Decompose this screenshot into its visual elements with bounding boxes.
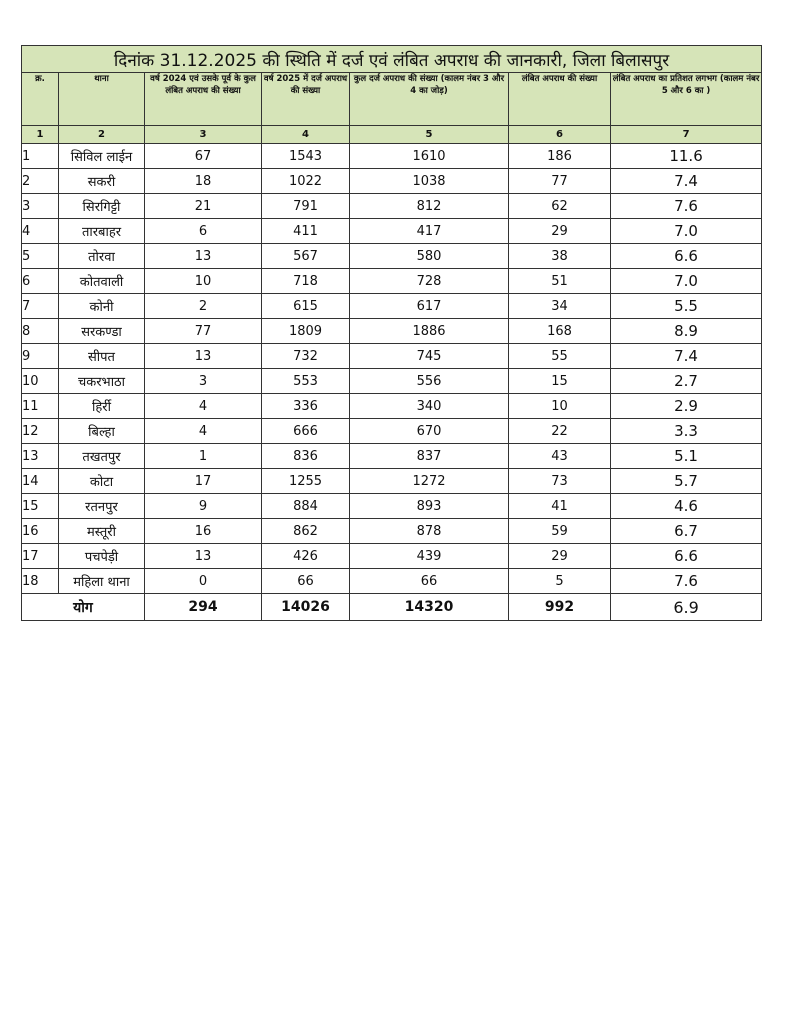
pending-till-2024: 2 — [145, 294, 262, 319]
column-header: लंबित अपराध का प्रतिशत लगभग (कालम नंबर 5 और 6 का ) — [611, 73, 762, 126]
pending-percent: 7.4 — [611, 169, 762, 194]
total-registered: 1272 — [350, 469, 509, 494]
pending-count: 29 — [509, 544, 611, 569]
table-row — [22, 394, 762, 419]
serial-number: 11 — [22, 394, 59, 419]
table-row — [22, 319, 762, 344]
police-station: तोरवा — [59, 244, 145, 269]
police-station: सरकण्डा — [59, 319, 145, 344]
serial-number: 12 — [22, 419, 59, 444]
total-registered: 617 — [350, 294, 509, 319]
column-header: लंबित अपराध की संख्या — [509, 73, 611, 126]
serial-number: 7 — [22, 294, 59, 319]
serial-number: 16 — [22, 519, 59, 544]
pending-percent: 6.6 — [611, 244, 762, 269]
serial-number: 14 — [22, 469, 59, 494]
police-station: बिल्हा — [59, 419, 145, 444]
column-number: 2 — [59, 126, 145, 144]
pending-till-2024: 6 — [145, 219, 262, 244]
pending-till-2024: 3 — [145, 369, 262, 394]
pending-percent: 7.0 — [611, 219, 762, 244]
total-registered: 1610 — [350, 144, 509, 169]
pending-percent: 8.9 — [611, 319, 762, 344]
column-number: 3 — [145, 126, 262, 144]
pending-percent: 4.6 — [611, 494, 762, 519]
serial-number: 18 — [22, 569, 59, 594]
column-number: 6 — [509, 126, 611, 144]
column-header: वर्ष 2024 एवं उसके पूर्व के कुल लंबित अपराध की संख्या — [145, 73, 262, 126]
table-row — [22, 544, 762, 569]
total-registered: 66 — [350, 569, 509, 594]
police-station: महिला थाना — [59, 569, 145, 594]
registered-2025: 411 — [262, 219, 350, 244]
registered-2025: 836 — [262, 444, 350, 469]
pending-till-2024: 1 — [145, 444, 262, 469]
pending-till-2024: 77 — [145, 319, 262, 344]
pending-percent: 5.1 — [611, 444, 762, 469]
pending-count: 51 — [509, 269, 611, 294]
police-station: रतनपुर — [59, 494, 145, 519]
column-header: थाना — [59, 73, 145, 126]
serial-number: 15 — [22, 494, 59, 519]
pending-count: 186 — [509, 144, 611, 169]
table-row — [22, 294, 762, 319]
pending-till-2024: 18 — [145, 169, 262, 194]
registered-2025: 426 — [262, 544, 350, 569]
column-header: कुल दर्ज अपराध की संख्या (कालम नंबर 3 और 4 का जोड़) — [350, 73, 509, 126]
police-station: कोनी — [59, 294, 145, 319]
pending-till-2024: 67 — [145, 144, 262, 169]
table-row — [22, 494, 762, 519]
registered-2025: 553 — [262, 369, 350, 394]
total-registered: 580 — [350, 244, 509, 269]
pending-percent: 2.7 — [611, 369, 762, 394]
table-row — [22, 469, 762, 494]
pending-count: 77 — [509, 169, 611, 194]
grand-total-registered: 14320 — [350, 594, 509, 621]
pending-count: 10 — [509, 394, 611, 419]
pending-count: 5 — [509, 569, 611, 594]
total-registered: 556 — [350, 369, 509, 394]
pending-till-2024: 13 — [145, 344, 262, 369]
police-station: सीपत — [59, 344, 145, 369]
pending-percent: 11.6 — [611, 144, 762, 169]
pending-count: 15 — [509, 369, 611, 394]
table-row — [22, 344, 762, 369]
serial-number: 10 — [22, 369, 59, 394]
total-pending-till-2024: 294 — [145, 594, 262, 621]
total-registered: 812 — [350, 194, 509, 219]
pending-till-2024: 10 — [145, 269, 262, 294]
header-row — [22, 73, 762, 126]
police-station: हिर्री — [59, 394, 145, 419]
police-station: तखतपुर — [59, 444, 145, 469]
serial-number: 5 — [22, 244, 59, 269]
table-title: दिनांक 31.12.2025 की स्थिति में दर्ज एवं लंबित अपराध की जानकारी, जिला बिलासपुर — [22, 46, 762, 73]
crime-data-table — [21, 45, 762, 621]
registered-2025: 718 — [262, 269, 350, 294]
serial-number: 6 — [22, 269, 59, 294]
total-pending-percent: 6.9 — [611, 594, 762, 621]
pending-percent: 5.5 — [611, 294, 762, 319]
serial-number: 17 — [22, 544, 59, 569]
total-pending: 992 — [509, 594, 611, 621]
pending-percent: 2.9 — [611, 394, 762, 419]
pending-count: 41 — [509, 494, 611, 519]
pending-count: 38 — [509, 244, 611, 269]
registered-2025: 1022 — [262, 169, 350, 194]
police-station: कोटा — [59, 469, 145, 494]
police-station: कोतवाली — [59, 269, 145, 294]
table-row — [22, 219, 762, 244]
pending-till-2024: 17 — [145, 469, 262, 494]
registered-2025: 1809 — [262, 319, 350, 344]
registered-2025: 884 — [262, 494, 350, 519]
pending-count: 43 — [509, 444, 611, 469]
table-row — [22, 519, 762, 544]
column-number-row — [22, 126, 762, 144]
pending-till-2024: 0 — [145, 569, 262, 594]
table-row — [22, 419, 762, 444]
column-number: 7 — [611, 126, 762, 144]
police-station: पचपेड़ी — [59, 544, 145, 569]
serial-number: 2 — [22, 169, 59, 194]
police-station: मस्तूरी — [59, 519, 145, 544]
registered-2025: 862 — [262, 519, 350, 544]
table-body — [22, 144, 762, 594]
table-row — [22, 169, 762, 194]
serial-number: 1 — [22, 144, 59, 169]
registered-2025: 336 — [262, 394, 350, 419]
serial-number: 4 — [22, 219, 59, 244]
total-registered: 878 — [350, 519, 509, 544]
pending-count: 73 — [509, 469, 611, 494]
pending-count: 168 — [509, 319, 611, 344]
pending-till-2024: 9 — [145, 494, 262, 519]
pending-till-2024: 4 — [145, 394, 262, 419]
total-registered: 893 — [350, 494, 509, 519]
total-registered: 417 — [350, 219, 509, 244]
pending-till-2024: 4 — [145, 419, 262, 444]
total-label: योग — [22, 594, 145, 621]
pending-percent: 3.3 — [611, 419, 762, 444]
total-registered-2025: 14026 — [262, 594, 350, 621]
registered-2025: 666 — [262, 419, 350, 444]
pending-percent: 5.7 — [611, 469, 762, 494]
column-number: 5 — [350, 126, 509, 144]
registered-2025: 732 — [262, 344, 350, 369]
registered-2025: 615 — [262, 294, 350, 319]
pending-till-2024: 13 — [145, 544, 262, 569]
serial-number: 13 — [22, 444, 59, 469]
column-header: वर्ष 2025 में दर्ज अपराध की संख्या — [262, 73, 350, 126]
pending-count: 59 — [509, 519, 611, 544]
police-station: सकरी — [59, 169, 145, 194]
serial-number: 8 — [22, 319, 59, 344]
table-row — [22, 569, 762, 594]
total-registered: 745 — [350, 344, 509, 369]
registered-2025: 66 — [262, 569, 350, 594]
table-row — [22, 144, 762, 169]
total-registered: 439 — [350, 544, 509, 569]
pending-count: 55 — [509, 344, 611, 369]
serial-number: 3 — [22, 194, 59, 219]
police-station: तारबाहर — [59, 219, 145, 244]
police-station: चकरभाठा — [59, 369, 145, 394]
registered-2025: 1255 — [262, 469, 350, 494]
pending-count: 34 — [509, 294, 611, 319]
total-registered: 1886 — [350, 319, 509, 344]
pending-count: 22 — [509, 419, 611, 444]
table-row — [22, 244, 762, 269]
pending-till-2024: 13 — [145, 244, 262, 269]
total-registered: 1038 — [350, 169, 509, 194]
table-row — [22, 194, 762, 219]
registered-2025: 791 — [262, 194, 350, 219]
registered-2025: 1543 — [262, 144, 350, 169]
total-registered: 837 — [350, 444, 509, 469]
police-station: सिरगिट्टी — [59, 194, 145, 219]
total-registered: 728 — [350, 269, 509, 294]
pending-percent: 7.6 — [611, 569, 762, 594]
pending-till-2024: 21 — [145, 194, 262, 219]
pending-percent: 6.7 — [611, 519, 762, 544]
pending-count: 62 — [509, 194, 611, 219]
pending-percent: 7.4 — [611, 344, 762, 369]
column-number: 4 — [262, 126, 350, 144]
pending-percent: 6.6 — [611, 544, 762, 569]
column-number: 1 — [22, 126, 59, 144]
total-row — [22, 594, 762, 621]
table-row — [22, 444, 762, 469]
serial-number: 9 — [22, 344, 59, 369]
pending-percent: 7.0 — [611, 269, 762, 294]
registered-2025: 567 — [262, 244, 350, 269]
table-row — [22, 269, 762, 294]
column-header: क्र. — [22, 73, 59, 126]
pending-count: 29 — [509, 219, 611, 244]
pending-till-2024: 16 — [145, 519, 262, 544]
police-station: सिविल लाईन — [59, 144, 145, 169]
pending-percent: 7.6 — [611, 194, 762, 219]
total-registered: 670 — [350, 419, 509, 444]
table-row — [22, 369, 762, 394]
total-registered: 340 — [350, 394, 509, 419]
